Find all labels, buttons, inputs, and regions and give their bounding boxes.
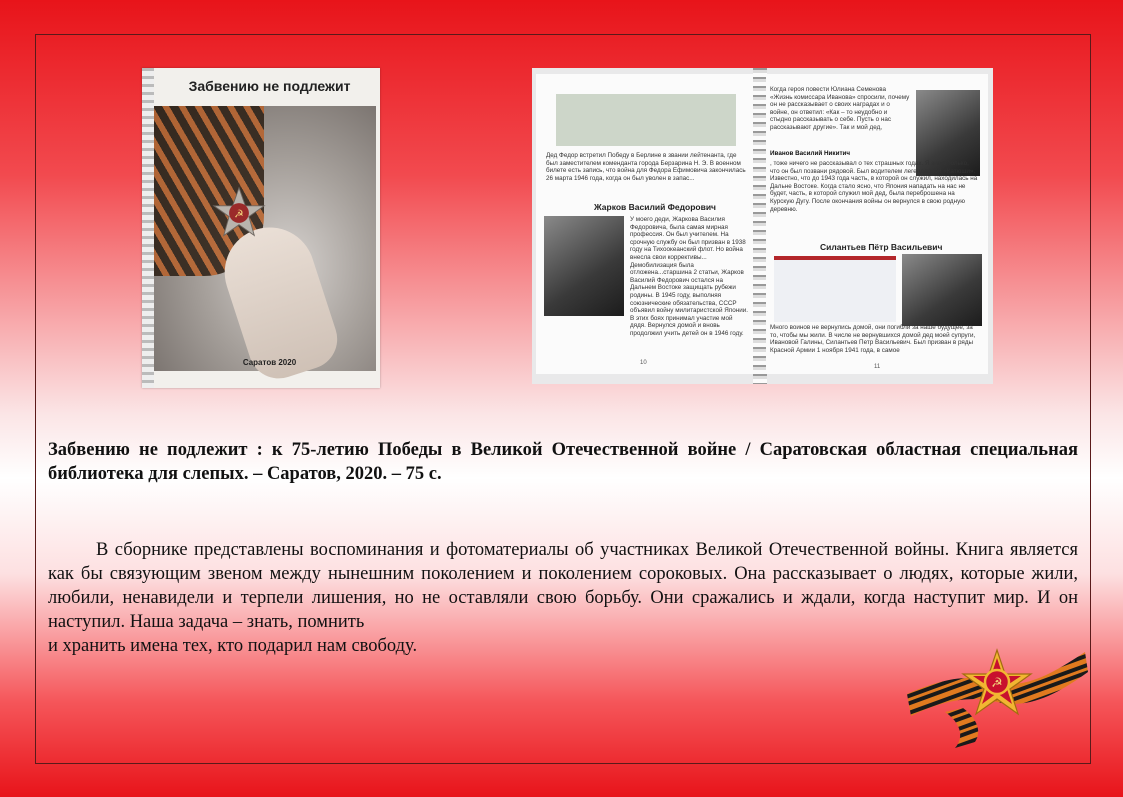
group-photo <box>902 254 982 326</box>
cover-photo <box>154 106 376 371</box>
cover-binding <box>142 68 154 388</box>
right-name-inline: Иванов Василий Никитич <box>770 150 851 157</box>
svg-text:☭: ☭ <box>991 676 1003 691</box>
svg-text:☭: ☭ <box>234 207 244 221</box>
cover-order-icon <box>212 186 266 240</box>
left-page-number: 10 <box>640 360 647 366</box>
book-spine <box>753 68 767 384</box>
right-text-2: , тоже ничего не рассказывал о тех страшных годах. Я знаю только, что он был позвани рядовой. Был водителем легендарной «Катюши». Известно, что до 1943 года часть, в которой он служил, находилась на Дальне Востоке. Когда стало ясно, что Япония нападать на нас не будет, часть, в которой служил мой дед, была переброшена на Курскую Дугу. После окончания войны он вернулся в свою родную деревню. <box>770 160 978 213</box>
left-page <box>536 74 754 374</box>
description-paragraph: В сборнике представлены воспоминания и фотоматериалы об участниках Великой Отечественной войны. Книга является как бы связующим звеном между нынешним поколением и поколением сороковых. Она рассказывает о людях, которые жили, любили, ненавидели и терпели лишения, но не оставляли свою борьбу. Они сражались и ждали, когда наступит мир. И он наступил. Наша задача – знать, помнить <box>48 540 1078 632</box>
left-text-1: Дед Федор встретил Победу в Берлине в звании лейтенанта, где был заместителем коменданта города Берзарина Н. Э. В военном билете есть запись, что война для Федора Ефимовича закончилась 26 марта 1946 года, когда он был уволен в запас... <box>546 152 746 182</box>
archive-screenshot <box>774 256 896 322</box>
right-page <box>766 74 988 374</box>
right-heading: Силантьев Пётр Васильевич <box>820 242 943 252</box>
left-heading: Жарков Василий Федорович <box>594 202 716 212</box>
bibliographic-record: Забвению не подлежит : к 75-летию Победы в Великой Отечественной войне / Саратовская областная специальная библиотека для слепых. – Саратов, 2020. – 75 с. <box>48 440 1078 484</box>
document-photo <box>556 94 736 146</box>
order-of-patriotic-war-icon <box>905 642 1090 750</box>
book-description <box>48 538 1078 658</box>
left-text-2: У моего деди, Жаркова Василия Федоровича, была самая мирная профессия. Он был учителем. На срочную службу он был призван в 1938 году на Тихоокеанский флот. Но война внесла свои коррективы... Демобилизация была отложена...старшина 2 статьи, Жарков Василий Федорович остался на Дальнем Востоке защищать рубежи родины. В 1945 году, выполняя союзнические обязательства, СССР объявил войну милитаристской Японии. В этих боях принимал участие мой дядя. Вернулся домой и вновь продолжил учить детей он в 1946 году. <box>630 216 748 337</box>
cover-footer: Саратов 2020 <box>242 358 297 367</box>
right-text-3: Много воинов не вернулись домой, они погибли за наше будущее, за то, чтобы мы жили. В числе не вернувшихся домой дед моей супруги, Ивановой Галины, Силантьев Петр Васильевич. Был призван в ряды Красной Армии 1 ноября 1941 года, в самое <box>770 324 976 354</box>
description-last-line: и хранить имена тех, кто подарил нам свободу. <box>48 636 418 656</box>
cover-title: Забвению не подлежит <box>188 78 351 94</box>
portrait-zharkov <box>544 216 624 316</box>
book-spread-image <box>532 68 993 384</box>
right-page-number: 11 <box>874 364 881 370</box>
right-text-1: Когда героя повести Юлиана Семенова «Жизнь комиссара Иванова» спросили, почему он не рассказывает о своих наградах и о войне, он ответил: «Как – то неудобно и стыдно рассказывать о себе. Пусть о нас рассказывают другие». Так и мой дед, <box>770 86 910 131</box>
book-cover-image <box>142 68 380 388</box>
